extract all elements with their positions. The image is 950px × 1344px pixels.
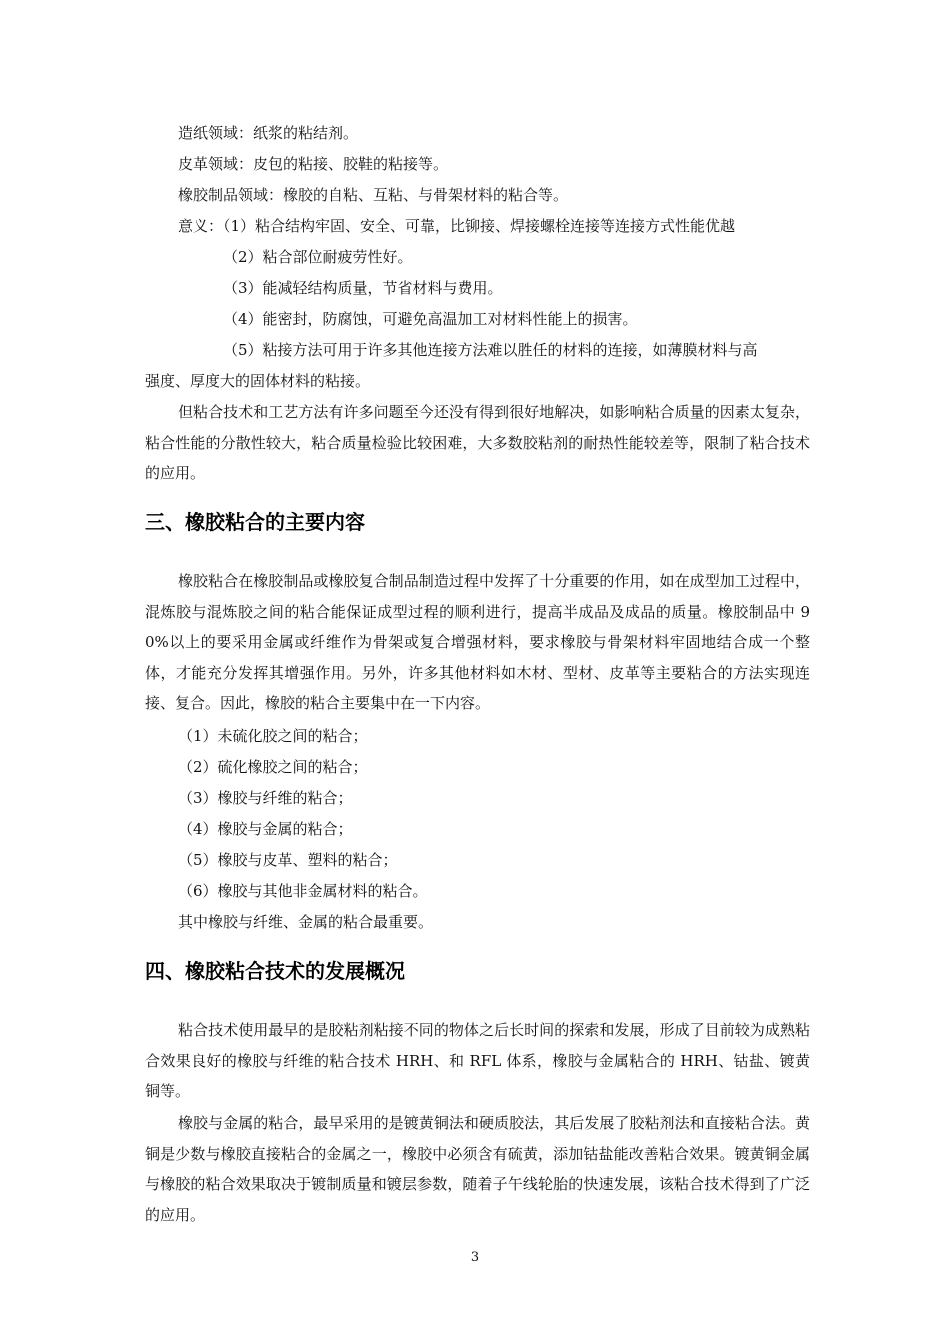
significance-item-5-line-2: 强度、厚度大的固体材料的粘接。 (145, 372, 371, 390)
intro-line-paper: 造纸领域：纸浆的粘结剂。 (178, 124, 359, 142)
section-3-list-item: （3）橡胶与纤维的粘合； (178, 789, 353, 807)
intro-line-leather: 皮革领域：皮包的粘接、胶鞋的粘接等。 (178, 155, 449, 173)
significance-item-4: （4）能密封，防腐蚀，可避免高温加工对材料性能上的损害。 (223, 310, 638, 328)
significance-item-1: 意义：（1）粘合结构牢固、安全、可靠，比铆接、焊接螺栓连接等连接方式性能优越 (178, 217, 736, 235)
section-3-list-item: （4）橡胶与金属的粘合； (178, 820, 353, 838)
section-3-list-item: （5）橡胶与皮革、塑料的粘合； (178, 851, 398, 869)
section-4-paragraph-1: 粘合技术使用最早的是胶粘剂粘接不同的物体之后长时间的探索和发展，形成了目前较为成熟粘合效果良好的橡胶与纤维的粘合技术 HRH、和 RFL 体系，橡胶与金属粘合的 HRH、钴盐、镀黄铜等。 (145, 1021, 810, 1100)
section-4-paragraph-2: 橡胶与金属的粘合，最早采用的是镀黄铜法和硬质胶法，其后发展了胶粘剂法和直接粘合法。黄铜是少数与橡胶直接粘合的金属之一，橡胶中必须含有硫黄，添加钴盐能改善粘合效果。镀黄铜金属与橡胶的粘合效果取决于镀制质量和镀层参数，随着子午线轮胎的快速发展，该粘合技术得到了广泛的应用。 (145, 1114, 810, 1224)
significance-item-5-line-1: （5）粘接方法可用于许多其他连接方法难以胜任的材料的连接，如薄膜材料与高 (223, 341, 758, 359)
page-number: 3 (470, 1250, 480, 1265)
intro-line-rubber-products: 橡胶制品领域：橡胶的自粘、互粘、与骨架材料的粘合等。 (178, 186, 569, 204)
section-3-summary: 其中橡胶与纤维、金属的粘合最重要。 (178, 913, 434, 931)
section-3-paragraph: 橡胶粘合在橡胶制品或橡胶复合制品制造过程中发挥了十分重要的作用，如在成型加工过程中，混炼胶与混炼胶之间的粘合能保证成型过程的顺利进行，提高半成品及成品的质量。橡胶制品中 90%以上的要采用金属或纤维作为骨架或复合增强材料，要求橡胶与骨架材料牢固地结合成一个整体，才能充分发挥其增强作用。另外，许多其他材料如木材、型材、皮革等主要粘合的方法实现连接、复合。因此，橡胶的粘合主要集中在一下内容。 (145, 572, 810, 712)
problems-paragraph: 但粘合技术和工艺方法有许多问题至今还没有得到很好地解决，如影响粘合质量的因素太复杂，粘合性能的分散性较大，粘合质量检验比较困难，大多数胶粘剂的耐热性能较差等，限制了粘合技术的应用。 (145, 403, 810, 482)
significance-item-2: （2）粘合部位耐疲劳性好。 (223, 248, 413, 266)
section-4-title: 四、橡胶粘合技术的发展概况 (145, 959, 405, 983)
significance-item-3: （3）能减轻结构质量，节省材料与费用。 (223, 279, 503, 297)
section-3-list-item: （6）橡胶与其他非金属材料的粘合。 (178, 882, 428, 900)
section-3-list-item: （1）未硫化胶之间的粘合； (178, 727, 368, 745)
section-3-list-item: （2）硫化橡胶之间的粘合； (178, 758, 368, 776)
section-3-title: 三、橡胶粘合的主要内容 (145, 510, 365, 534)
